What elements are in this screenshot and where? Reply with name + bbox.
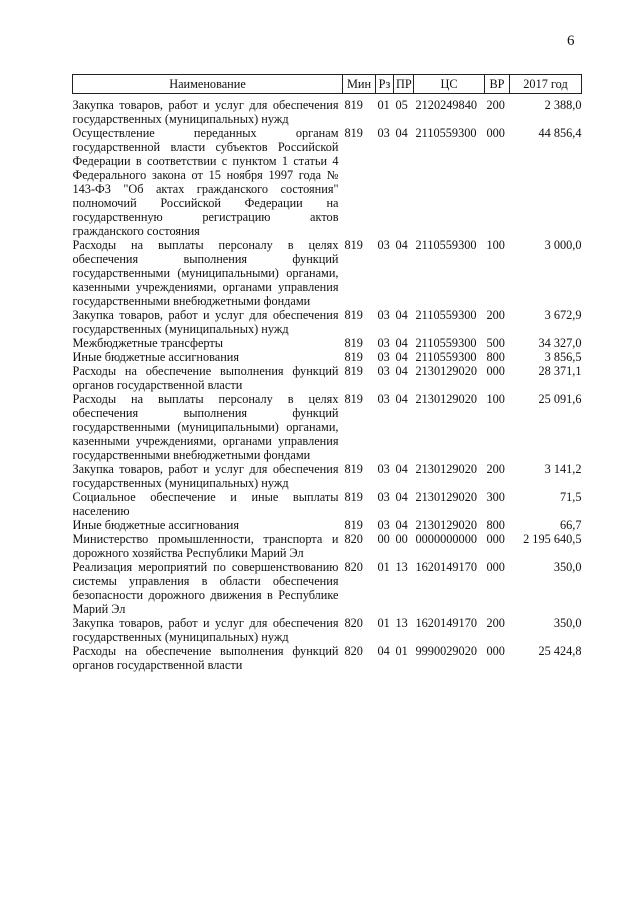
- table-row: [73, 644, 582, 672]
- row-amount: 71,5: [559, 490, 582, 504]
- row-pr: 05: [395, 98, 408, 112]
- row-name: Министерство промышленности, транспорта и дорожного хозяйства Республики Марий Эл: [72, 532, 339, 560]
- row-name: Закупка товаров, работ и услуг для обеспечения государственных (муниципальных) нужд: [72, 98, 339, 126]
- page-number: 6: [567, 33, 575, 49]
- row-rz: 03: [377, 126, 390, 140]
- table-row: [73, 532, 582, 560]
- table-row: [73, 616, 582, 644]
- column-header-min: Мин: [343, 75, 376, 94]
- row-vr: 300: [486, 490, 505, 504]
- table-row: [73, 94, 582, 127]
- row-pr: 04: [395, 238, 408, 252]
- row-name: Расходы на обеспечение выполнения функций органов государственной власти: [72, 364, 339, 392]
- row-rz: 03: [377, 350, 390, 364]
- row-amount: 28 371,1: [538, 364, 582, 378]
- row-pr: 04: [395, 126, 408, 140]
- row-cs: 2130129020: [415, 364, 477, 378]
- row-name: Реализация мероприятий по совершенствованию системы управления в области обеспечения безопасности дорожного движения в Республике Марий Эл: [72, 560, 339, 616]
- table-row: [73, 392, 582, 462]
- row-cs: 2130129020: [415, 462, 477, 476]
- row-rz: 01: [377, 98, 390, 112]
- row-name: Иные бюджетные ассигнования: [72, 518, 240, 532]
- row-amount: 350,0: [553, 616, 582, 630]
- row-min: 819: [344, 462, 363, 476]
- row-pr: 04: [395, 308, 408, 322]
- row-min: 820: [344, 616, 363, 630]
- table-row: [73, 364, 582, 392]
- row-rz: 03: [377, 490, 390, 504]
- column-header-rz: Рз: [376, 75, 394, 94]
- row-amount: 3 141,2: [544, 462, 582, 476]
- row-rz: 01: [377, 616, 390, 630]
- row-vr: 800: [486, 350, 505, 364]
- column-header-year: 2017 год: [510, 75, 582, 94]
- row-pr: 04: [395, 490, 408, 504]
- row-pr: 13: [395, 616, 408, 630]
- row-cs: 2110559300: [415, 126, 477, 140]
- row-vr: 000: [486, 644, 505, 658]
- row-cs: 2130129020: [415, 392, 477, 406]
- row-min: 819: [344, 98, 363, 112]
- row-name: Расходы на обеспечение выполнения функций органов государственной власти: [72, 644, 339, 672]
- table-row: [73, 518, 582, 532]
- row-amount: 44 856,4: [538, 126, 582, 140]
- column-header-name: Наименование: [73, 75, 343, 94]
- table-row: [73, 490, 582, 518]
- row-name: Осуществление переданных органам государственной власти субъектов Российской Федерации в соответствии с пунктом 1 статьи 4 Федерального закона от 15 ноября 1997 года № 143-ФЗ "Об актах гражданского состояния" полномочий Российской Федерации на государственную регистрацию актов гражданского состояния: [72, 126, 339, 238]
- row-amount: 34 327,0: [538, 336, 582, 350]
- row-cs: 1620149170: [415, 560, 477, 574]
- row-vr: 000: [486, 126, 505, 140]
- row-name: Социальное обеспечение и иные выплаты населению: [72, 490, 339, 518]
- table-row: [73, 336, 582, 350]
- row-cs: 2130129020: [415, 518, 477, 532]
- budget-table: [72, 74, 582, 672]
- table-header-row: [73, 75, 582, 94]
- row-vr: 100: [486, 238, 505, 252]
- row-amount: 3 672,9: [544, 308, 582, 322]
- row-cs: 2110559300: [415, 336, 477, 350]
- row-rz: 03: [377, 364, 390, 378]
- row-rz: 03: [377, 462, 390, 476]
- row-rz: 04: [377, 644, 390, 658]
- row-vr: 100: [486, 392, 505, 406]
- row-vr: 200: [486, 308, 505, 322]
- column-header-pr: ПР: [394, 75, 414, 94]
- row-min: 819: [344, 490, 363, 504]
- row-name: Расходы на выплаты персоналу в целях обеспечения выполнения функций государственными (муниципальными) органами, казенными учреждениями, органами управления государственными внебюджетными фондами: [72, 238, 339, 308]
- row-min: 819: [344, 364, 363, 378]
- row-min: 819: [344, 336, 363, 350]
- row-pr: 04: [395, 350, 408, 364]
- row-cs: 2120249840: [415, 98, 477, 112]
- table-row: [73, 560, 582, 616]
- row-min: 819: [344, 392, 363, 406]
- row-rz: 03: [377, 336, 390, 350]
- row-min: 819: [344, 350, 363, 364]
- row-vr: 200: [486, 616, 505, 630]
- row-cs: 2110559300: [415, 308, 477, 322]
- row-name: Закупка товаров, работ и услуг для обеспечения государственных (муниципальных) нужд: [72, 616, 339, 644]
- table-row: [73, 238, 582, 308]
- row-min: 819: [344, 308, 363, 322]
- row-pr: 00: [395, 532, 408, 546]
- row-rz: 03: [377, 308, 390, 322]
- row-pr: 04: [395, 364, 408, 378]
- row-amount: 3 856,5: [544, 350, 582, 364]
- row-amount: 66,7: [559, 518, 582, 532]
- row-cs: 1620149170: [415, 616, 477, 630]
- row-name: Закупка товаров, работ и услуг для обеспечения государственных (муниципальных) нужд: [72, 308, 339, 336]
- row-name: Закупка товаров, работ и услуг для обеспечения государственных (муниципальных) нужд: [72, 462, 339, 490]
- row-vr: 200: [486, 462, 505, 476]
- row-vr: 800: [486, 518, 505, 532]
- row-min: 819: [344, 126, 363, 140]
- row-rz: 03: [377, 392, 390, 406]
- row-pr: 04: [395, 392, 408, 406]
- row-pr: 04: [395, 462, 408, 476]
- row-amount: 2 195 640,5: [523, 532, 582, 546]
- row-vr: 500: [486, 336, 505, 350]
- row-name: Расходы на выплаты персоналу в целях обеспечения выполнения функций государственными (муниципальными) органами, казенными учреждениями, органами управления государственными внебюджетными фондами: [72, 392, 339, 462]
- row-vr: 200: [486, 98, 505, 112]
- row-min: 820: [344, 644, 363, 658]
- table-row: [73, 462, 582, 490]
- row-rz: 01: [377, 560, 390, 574]
- row-amount: 25 091,6: [538, 392, 582, 406]
- row-pr: 01: [395, 644, 408, 658]
- row-vr: 000: [486, 532, 505, 546]
- row-cs: 2130129020: [415, 490, 477, 504]
- row-amount: 350,0: [553, 560, 582, 574]
- row-min: 820: [344, 560, 363, 574]
- table-row: [73, 350, 582, 364]
- column-header-cs: ЦС: [414, 75, 485, 94]
- row-rz: 00: [377, 532, 390, 546]
- row-pr: 04: [395, 336, 408, 350]
- row-cs: 0000000000: [415, 532, 477, 546]
- row-rz: 03: [377, 238, 390, 252]
- row-min: 819: [344, 238, 363, 252]
- row-min: 820: [344, 532, 363, 546]
- row-name: Межбюджетные трансферты: [72, 336, 224, 350]
- row-pr: 04: [395, 518, 408, 532]
- row-amount: 3 000,0: [544, 238, 582, 252]
- row-amount: 25 424,8: [538, 644, 582, 658]
- row-rz: 03: [377, 518, 390, 532]
- row-vr: 000: [486, 364, 505, 378]
- row-cs: 2110559300: [415, 238, 477, 252]
- row-amount: 2 388,0: [544, 98, 582, 112]
- row-cs: 9990029020: [415, 644, 477, 658]
- table-row: [73, 126, 582, 238]
- row-min: 819: [344, 518, 363, 532]
- row-name: Иные бюджетные ассигнования: [72, 350, 240, 364]
- row-vr: 000: [486, 560, 505, 574]
- row-cs: 2110559300: [415, 350, 477, 364]
- row-pr: 13: [395, 560, 408, 574]
- table-row: [73, 308, 582, 336]
- column-header-vr: ВР: [485, 75, 510, 94]
